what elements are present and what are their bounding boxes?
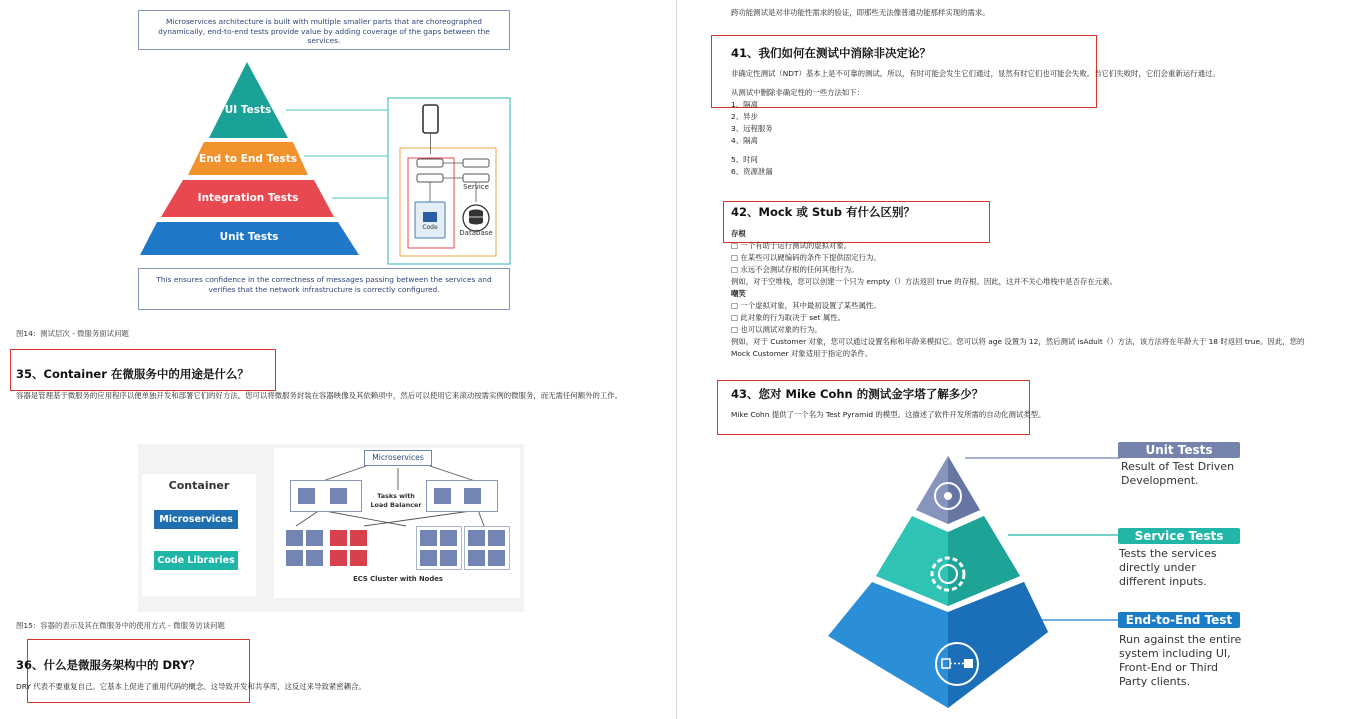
q41-intro: 非确定性测试（NDT）基本上是不可靠的测试。所以，有时可能会发生它们通过，显然有时它们也可能会失败。当它们失败时，它们会重新运行通过。 xyxy=(731,69,1220,78)
mock-example-line-1: 例如，对于 Customer 对象，您可以通过设置名称和年龄来模拟它。您可以将 age 设置为 12，然后测试 isAdult（）方法，该方法将在年龄大于 18 时返回 true。因此，您的 xyxy=(731,337,1305,346)
phone-icon xyxy=(423,105,438,133)
page-divider xyxy=(676,0,677,719)
code-libraries-badge: Code Libraries xyxy=(154,551,238,570)
stub-example: 例如，对于空堆栈，您可以创建一个只为 empty（）方法返回 true 的存根。因此，这并不关心堆栈中是否存在元素。 xyxy=(731,277,1117,286)
q36-title: 36、什么是微服务架构中的 DRY？ xyxy=(16,658,201,672)
ui-tests-layer xyxy=(209,62,288,138)
code-label: Code xyxy=(422,224,438,231)
q41-item-1: 1、隔离 xyxy=(731,100,758,109)
q42-title: 42、Mock 或 Stub 有什么区别？ xyxy=(731,205,916,219)
service-label: Service xyxy=(463,183,489,191)
mock-item-2: □ 此对象的行为取决于 set 属性。 xyxy=(731,313,846,322)
database-label: Database xyxy=(459,229,493,237)
q41-item-4: 4、隔离 xyxy=(731,136,758,145)
e2e-test-desc-2: system including UI, xyxy=(1119,647,1231,660)
mock-example-line-2: Mock Customer 对象适用于指定的条件。 xyxy=(731,349,873,358)
ui-tests-label: UI Tests xyxy=(224,104,272,116)
container-label: Container xyxy=(168,479,230,492)
q41-title: 41、我们如何在测试中消除非决定论？ xyxy=(731,46,932,60)
q43-title: 43、您对 Mike Cohn 的测试金字塔了解多少？ xyxy=(731,387,984,401)
stub-item-1: □ 一个有助于运行测试的虚拟对象。 xyxy=(731,241,852,250)
e2e-test-desc-4: Party clients. xyxy=(1119,675,1191,688)
e2e-tests-label: End to End Tests xyxy=(199,153,297,165)
e2e-test-desc-1: Run against the entire xyxy=(1119,633,1242,646)
unit-tests-label: Unit Tests xyxy=(219,231,279,243)
q41-item-2: 2、异步 xyxy=(731,112,758,121)
mock-item-1: □ 一个虚拟对象，其中最初设置了某些属性。 xyxy=(731,301,881,310)
q41-lead: 从测试中删除非确定性的一些方法如下： xyxy=(731,88,865,97)
service-tests-desc-1: Tests the services xyxy=(1119,547,1217,560)
figure-15-caption: 图15：容器的表示及其在微服务中的使用方式 - 微服务访谈问题 xyxy=(16,621,225,630)
q41-item-3: 3、远程服务 xyxy=(731,124,773,133)
e2e-test-badge: End-to-End Test xyxy=(1118,612,1240,628)
unit-tests-desc-1: Result of Test Driven xyxy=(1121,460,1235,473)
figure-15 xyxy=(138,444,524,612)
integration-tests-label: Integration Tests xyxy=(197,192,299,204)
container-panel xyxy=(142,474,256,596)
stub-item-3: □ 永远不会测试存根的任何其他行为。 xyxy=(731,265,859,274)
cross-functional-line: 跨功能测试是对非功能性需求的验证，即那些无法像普通功能那样实现的需求。 xyxy=(731,8,990,17)
service-tests-desc-3: different inputs. xyxy=(1119,575,1207,588)
unit-tests-desc-2: Development. xyxy=(1121,474,1199,487)
mock-heading: 嘲笑 xyxy=(731,289,746,298)
service-tests-badge: Service Tests xyxy=(1118,528,1240,544)
q36-body: DRY 代表不要重复自己。它基本上促进了重用代码的概念。这导致开发和共享库，这反过来导致紧密耦合。 xyxy=(16,682,366,691)
unit-tests-badge: Unit Tests xyxy=(1118,442,1240,458)
figure-14-bottom-note: This ensures confidence in the correctness of messages passing between the services and verifies that the network infrastructure is correctly configured. xyxy=(138,268,510,310)
e2e-test-desc-3: Front-End or Third xyxy=(1119,661,1218,674)
tasks-label: Tasks with Load Balancer xyxy=(370,492,422,509)
q35-title: 35、Container 在微服务中的用途是什么？ xyxy=(16,367,249,381)
service-tests-desc-2: directly under xyxy=(1119,561,1196,574)
mock-item-3: □ 也可以测试对象的行为。 xyxy=(731,325,822,334)
figure-14-caption: 图14：测试层次 - 微服务面试问题 xyxy=(16,329,129,338)
q43-body: Mike Cohn 提供了一个名为 Test Pyramid 的模型。这描述了软件开发所需的自动化测试类型。 xyxy=(731,410,1046,419)
figure-14 xyxy=(136,8,512,312)
q41-item-6: 6、资源泄漏 xyxy=(731,167,773,176)
stub-heading: 存根 xyxy=(731,229,746,238)
microservices-badge: Microservices xyxy=(154,510,238,529)
q35-body: 容器是管理基于微服务的应用程序以便单独开发和部署它们的好方法。您可以将微服务封装在容器映像及其依赖项中，然后可以使用它来滚动按需实例的微服务，而无需任何额外的工作。 xyxy=(16,391,623,400)
ecs-cluster-label: ECS Cluster with Nodes xyxy=(353,575,443,583)
q41-item-5: 5、时间 xyxy=(731,155,758,164)
figure-14-top-note: Microservices architecture is built with multiple smaller parts that are choreographed dynamically, end-to-end tests provide value by adding coverage of the gaps between the services. xyxy=(138,10,510,50)
microservices-box: Microservices xyxy=(364,450,432,466)
stub-item-2: □ 在某些可以硬编码的条件下提供固定行为。 xyxy=(731,253,881,262)
